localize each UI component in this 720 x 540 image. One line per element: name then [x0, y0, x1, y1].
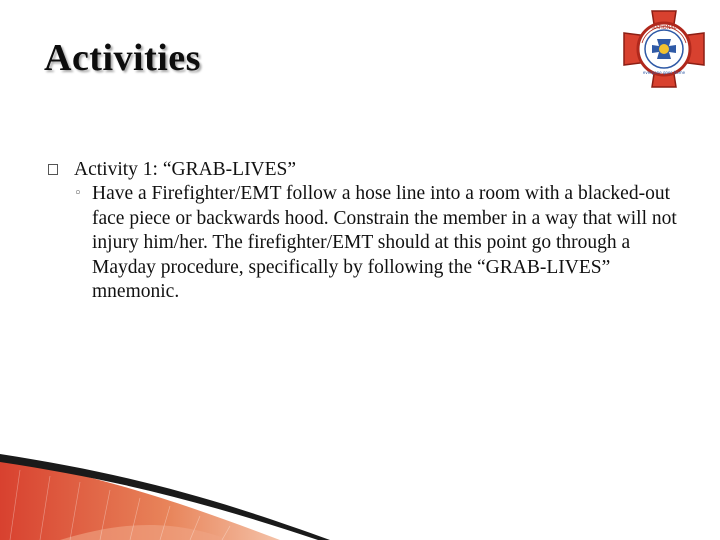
svg-text:everyone goes home: everyone goes home [642, 70, 686, 75]
list-item-text: Activity 1: “GRAB-LIVES” [74, 159, 297, 180]
slide-title: Activities [44, 37, 201, 79]
decorative-swoosh [0, 440, 720, 540]
square-bullet-icon [48, 164, 58, 175]
ring-bullet-icon: ◦ [74, 186, 82, 201]
sub-list-item-text: Have a Firefighter/EMT follow a hose line into a room with a blacked-out face piece or backwards hood. Constrain the member in a way that will not injury him/her. The firefighter/EMT should at this point go through a Mayday procedure, specifically by following the “GRAB-LIVES” mnemonic. [92, 183, 677, 302]
fire-service-emblem-icon [612, 8, 716, 90]
list-item [48, 158, 688, 182]
sub-list-item [74, 182, 688, 305]
bullet-list [48, 158, 688, 305]
svg-text:NATIONAL: NATIONAL [651, 25, 677, 31]
